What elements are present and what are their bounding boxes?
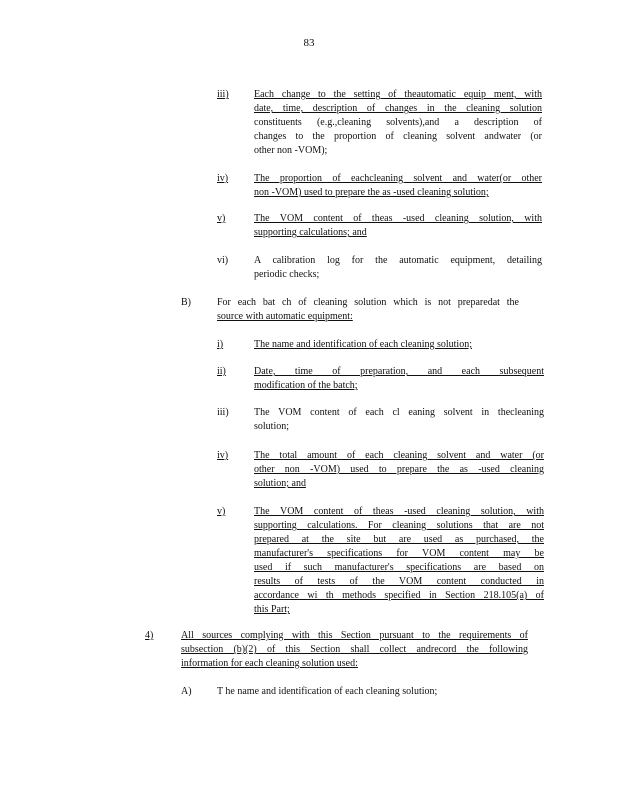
item-label: B): [181, 297, 191, 308]
text-line: The VOM content of each cl eaning solvent in thecleaning: [254, 407, 544, 418]
text-line: Date, time of preparation, and each subsequent: [254, 366, 544, 377]
section-b-heading: [181, 296, 519, 324]
item-label: i): [217, 339, 224, 350]
list-item: [217, 212, 542, 240]
text-line: supporting calculations; and: [254, 227, 367, 238]
text-line: The VOM content of theas -used cleaning solution, with: [254, 213, 542, 224]
text-line: accordance wi th methods specified in Section 218.105(a) of: [254, 590, 544, 601]
text-line: other non -VOM);: [254, 145, 328, 156]
text-line: A calibration log for the automatic equipment, detailing: [254, 255, 542, 266]
text-line: manufacturer's specifications for VOM content may be: [254, 548, 544, 559]
text-line: For each bat ch of cleaning solution which is not preparedat the: [217, 297, 519, 308]
text-line: solution;: [254, 421, 290, 432]
list-item: [217, 88, 542, 158]
text-line: other non -VOM) used to prepare the as -used cleaning: [254, 464, 544, 475]
text-line: supporting calculations. For cleaning solutions that are not: [254, 520, 544, 531]
item-label: ii): [217, 366, 226, 377]
text-line: The VOM content of theas -used cleaning solution, with: [254, 506, 544, 517]
text-line: used if such manufacturer's specifications are based on: [254, 562, 544, 573]
text-line: modification of the batch;: [254, 380, 358, 391]
list-item: [217, 406, 544, 434]
text-line: periodic checks;: [254, 269, 320, 280]
item-label: iv): [217, 173, 229, 184]
text-line: constituents (e.g.,cleaning solvents),and a description of: [254, 117, 542, 128]
text-line: prepared at the site but are used as purchased, the: [254, 534, 544, 545]
item-label: A): [181, 686, 192, 697]
text-line: information for each cleaning solution used:: [181, 658, 358, 669]
list-item: [217, 449, 544, 491]
text-line: The proportion of eachcleaning solvent and water(or other: [254, 173, 542, 184]
list-item: [181, 685, 517, 699]
list-item: [217, 365, 544, 393]
section-4-heading: [145, 629, 528, 671]
text-line: The name and identification of each cleaning solution;: [254, 339, 472, 350]
item-label: iii): [217, 89, 229, 100]
text-line: date, time, description of changes in the cleaning solution: [254, 103, 542, 114]
text-line: non -VOM) used to prepare the as -used cleaning solution;: [254, 187, 489, 198]
item-label: v): [217, 506, 226, 517]
text-line: this Part;: [254, 604, 290, 615]
list-item: [217, 338, 544, 352]
list-item: [217, 505, 544, 617]
text-line: changes to the proportion of cleaning solvent andwater (or: [254, 131, 542, 142]
item-label: iii): [217, 407, 229, 418]
text-line: The total amount of each cleaning solvent and water (or: [254, 450, 544, 461]
text-line: Each change to the setting of theautomatic equip ment, with: [254, 89, 542, 100]
text-line: solution; and: [254, 478, 306, 489]
text-line: subsection (b)(2) of this Section shall collect andrecord the following: [181, 644, 528, 655]
item-label: iv): [217, 450, 229, 461]
list-item: [217, 172, 542, 200]
item-label: vi): [217, 255, 229, 266]
list-item: [217, 254, 542, 282]
text-line: All sources complying with this Section pursuant to the requirements of: [181, 630, 528, 641]
item-label: 4): [145, 630, 154, 641]
text-line: results of tests of the VOM content conducted in: [254, 576, 544, 587]
text-line: source with automatic equipment:: [217, 311, 353, 322]
text-line: T he name and identification of each cleaning solution;: [217, 686, 438, 697]
page-number: 83: [303, 37, 315, 49]
item-label: v): [217, 213, 226, 224]
